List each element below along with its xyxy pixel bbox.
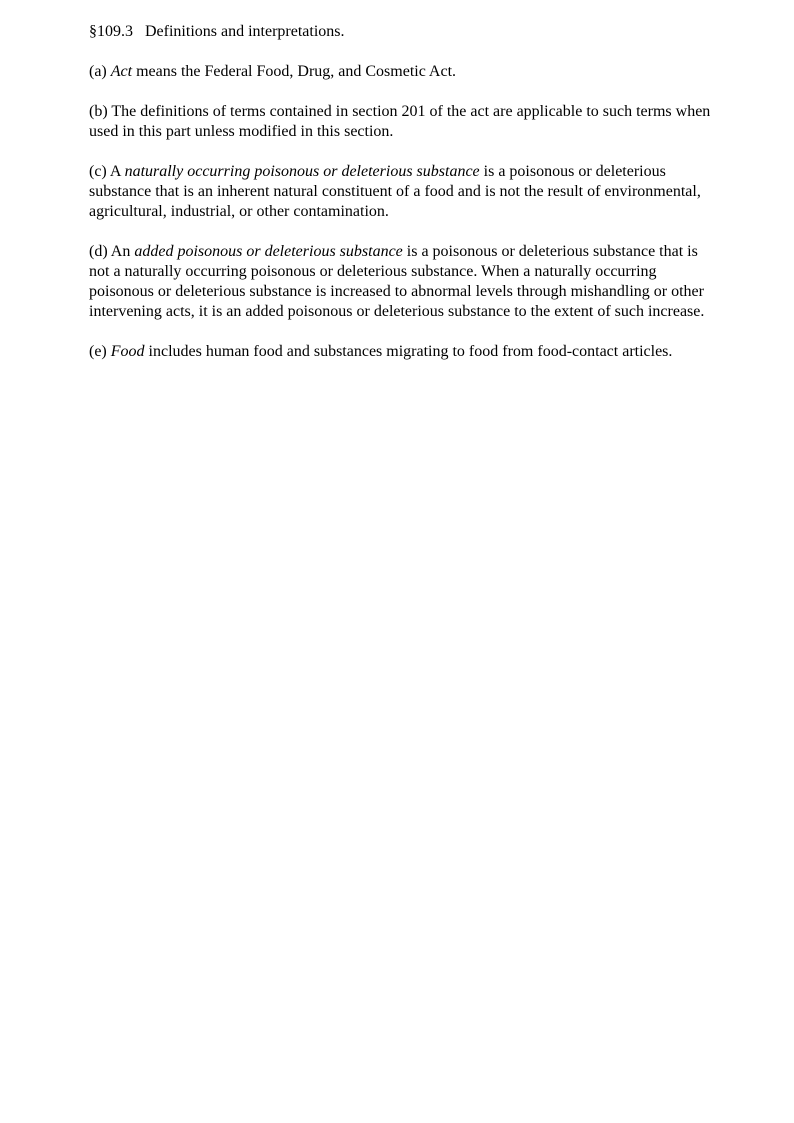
paragraph-a — [89, 62, 713, 82]
paragraph-label: (b) — [89, 103, 108, 120]
paragraph-b — [89, 102, 713, 142]
document-page — [89, 22, 713, 382]
paragraph-text: includes human food and substances migrating to food from food-contact articles. — [144, 343, 673, 360]
defined-term: added poisonous or deleterious substance — [134, 243, 403, 260]
paragraph-label: (a) — [89, 63, 107, 80]
paragraph-text: An — [110, 243, 135, 260]
paragraph-text: is a poisonous or deleterious substance that is not a naturally occurring poisonous or deleterious substance. When a naturally occurring poisonous or deleterious substance is increased to abnormal levels through mishandling or other intervening acts, it is an added poisonous or deleterious substance to the extent of such increase. — [89, 243, 705, 320]
paragraph-d — [89, 242, 713, 322]
section-heading — [89, 22, 713, 42]
defined-term: Food — [110, 343, 145, 360]
paragraph-text: is a poisonous or deleterious substance that is an inherent natural constituent of a food and is not the result of environmental, agricultural, industrial, or other contamination. — [89, 163, 701, 220]
paragraph-label: (c) — [89, 163, 107, 180]
section-title: Definitions and interpretations. — [145, 23, 345, 40]
paragraph-label: (d) — [89, 243, 108, 260]
paragraph-text: A — [109, 163, 125, 180]
paragraph-text: The definitions of terms contained in section 201 of the act are applicable to such terms when used in this part unless modified in this section. — [89, 103, 711, 140]
defined-term: Act — [110, 63, 133, 80]
section-number: §109.3 — [89, 23, 133, 40]
defined-term: naturally occurring poisonous or deleterious substance — [124, 163, 480, 180]
paragraph-label: (e) — [89, 343, 107, 360]
paragraph-e — [89, 342, 713, 362]
paragraph-text: means the Federal Food, Drug, and Cosmetic Act. — [132, 63, 457, 80]
paragraph-c — [89, 162, 713, 222]
